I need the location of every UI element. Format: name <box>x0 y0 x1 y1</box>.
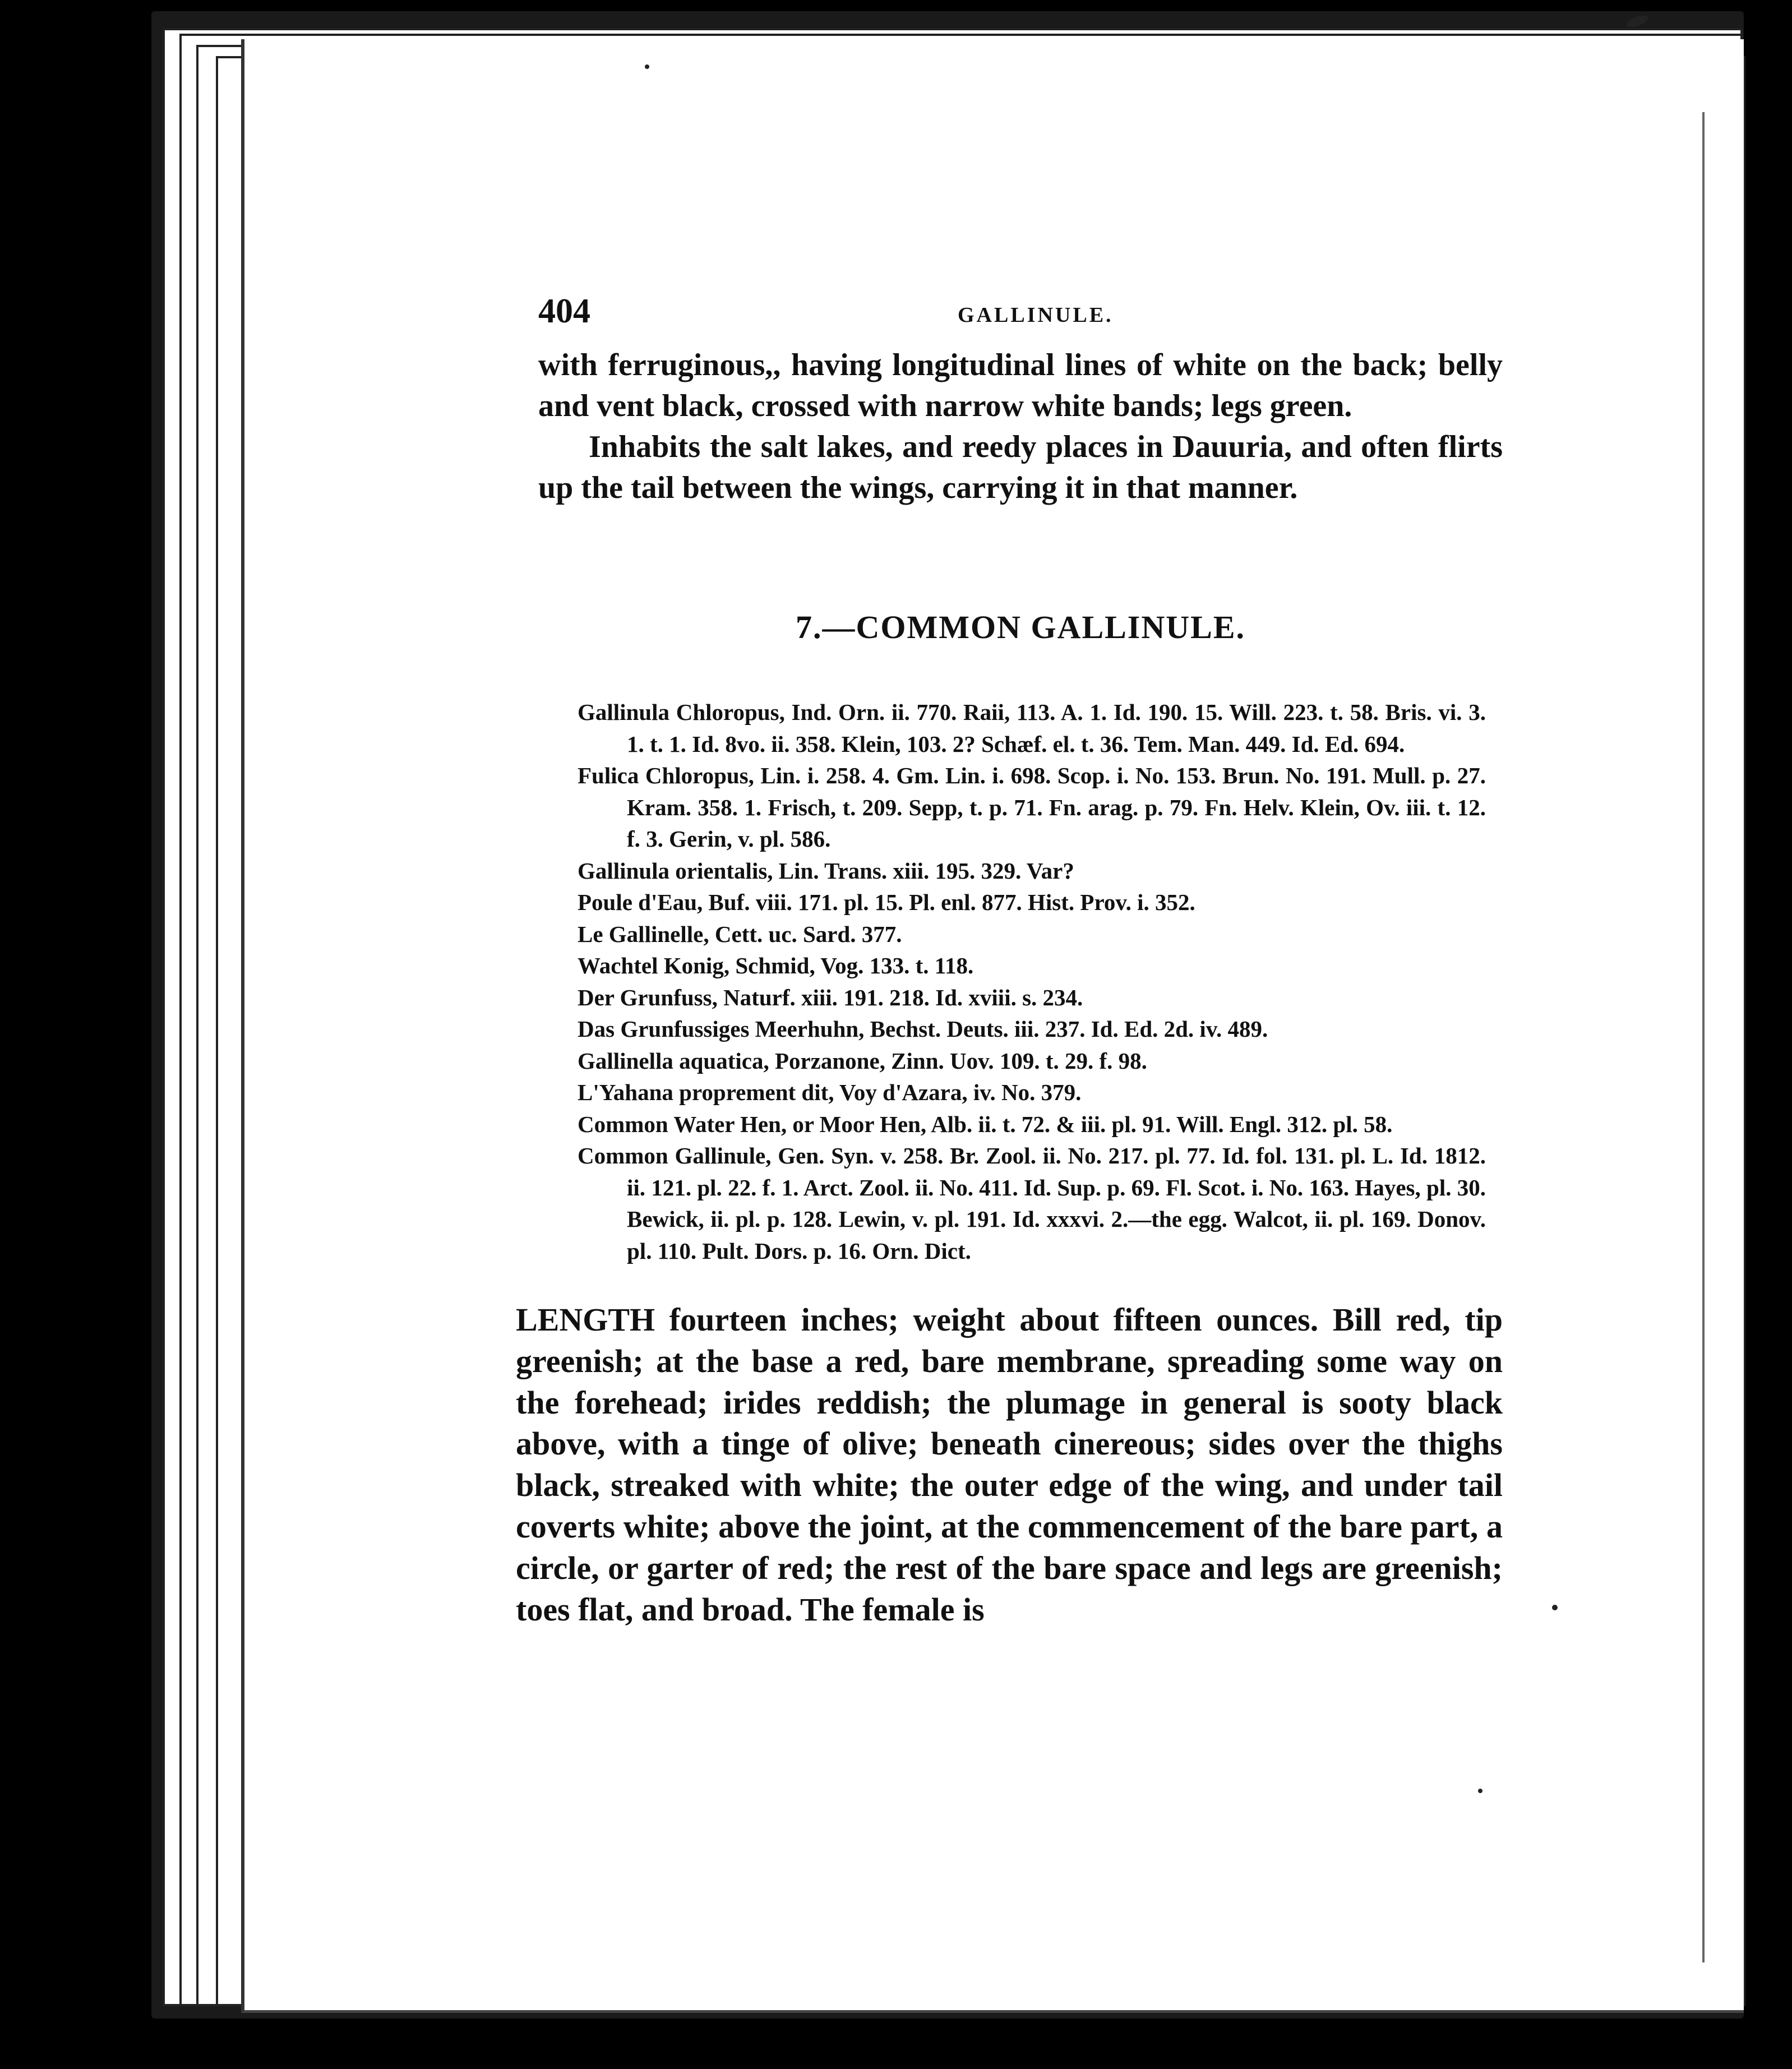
habitat-paragraph: Inhabits the salt lakes, and reedy places in Dauuria, and often flirts up the tail between the wings, carrying it in that manner. <box>538 429 1503 505</box>
synonymy-entry: L'Yahana proprement dit, Voy d'Azara, iv. No. 379. <box>578 1079 1082 1105</box>
synonymy-entry: Der Grunfuss, Naturf. xiii. 191. 218. Id. xviii. s. 234. <box>578 984 1083 1010</box>
section-title: 7.—COMMON GALLINULE. <box>795 609 1246 645</box>
description-section <box>516 1299 1503 1630</box>
synonymy-entry: Gallinula Chloropus, Ind. Orn. ii. 770. Raii, 113. A. 1. Id. 190. 15. Will. 223. t. 58. Bris. vi. 3. 1. t. 1. Id. 8vo. ii. 358. Klein, 103. 2? Schæf. el. t. 36. Tem. Man. 449. Id. Ed. 694. <box>578 699 1486 757</box>
print-speck <box>1552 1605 1558 1610</box>
synonymy-entry: Common Gallinule, Gen. Syn. v. 258. Br. Zool. ii. No. 217. pl. 77. Id. fol. 131. pl. L. Id. 1812. ii. 121. pl. 22. f. 1. Arct. Zool. ii. No. 411. Id. Sup. p. 69. Fl. Scot. i. No. 163. Hayes, pl. 30. Bewick, ii. pl. p. 128. Lewin, v. pl. 191. Id. xxxvi. 2.—the egg. Walcot, ii. pl. 169. Donov. pl. 110. Pult. Dors. p. 16. Orn. Dict. <box>578 1143 1486 1264</box>
synonymy-entry: Das Grunfussiges Meerhuhn, Bechst. Deuts. iii. 237. Id. Ed. 2d. iv. 489. <box>578 1016 1268 1042</box>
synonymy-entry: Le Gallinelle, Cett. uc. Sard. 377. <box>578 921 902 947</box>
running-head: GALLINULE. <box>958 303 1114 327</box>
right-margin-rule <box>1702 112 1705 1962</box>
synonymy-list <box>578 696 1486 1267</box>
print-speck <box>1478 1789 1482 1793</box>
continued-paragraph: with ferruginous,, having longitudinal lines of white on the back; belly and vent black, crossed with narrow white bands; legs green. <box>538 348 1503 423</box>
synonymy-entry: Wachtel Konig, Schmid, Vog. 133. t. 118. <box>578 953 974 978</box>
synonymy-entry: Gallinella aquatica, Porzanone, Zinn. Uov. 109. t. 29. f. 98. <box>578 1047 1147 1074</box>
description-paragraph: LENGTH fourteen inches; weight about fifteen ounces. Bill red, tip greenish; at the base a red, bare membrane, spreading some way on the forehead; irides reddish; the plumage in general is sooty black above, with a tinge of olive; beneath cinereous; sides over the thighs black, streaked with white; the outer edge of the wing, and under tail coverts white; above the joint, at the commencement of the bare part, a circle, or garter of red; the rest of the bare space and legs are greenish; toes flat, and broad. The female is <box>516 1301 1503 1628</box>
synonymy-entry: Gallinula orientalis, Lin. Trans. xiii. 195. 329. Var? <box>578 857 1074 884</box>
page-content <box>516 292 1503 1630</box>
print-speck <box>645 64 649 69</box>
synonymy-entry: Common Water Hen, or Moor Hen, Alb. ii. t. 72. & iii. pl. 91. Will. Engl. 312. pl. 58. <box>578 1111 1393 1137</box>
page-number: 404 <box>538 292 590 330</box>
page-header <box>538 292 1503 342</box>
synonymy-entry: Fulica Chloropus, Lin. i. 258. 4. Gm. Lin. i. 698. Scop. i. No. 153. Brun. No. 191. Mull. p. 27. Kram. 358. 1. Frisch, t. 209. Sepp, t. p. 71. Fn. arag. p. 79. Fn. Helv. Klein, Ov. iii. t. 12. f. 3. Gerin, v. pl. 586. <box>578 763 1486 852</box>
synonymy-entry: Poule d'Eau, Buf. viii. 171. pl. 15. Pl. enl. 877. Hist. Prov. i. 352. <box>578 889 1195 915</box>
